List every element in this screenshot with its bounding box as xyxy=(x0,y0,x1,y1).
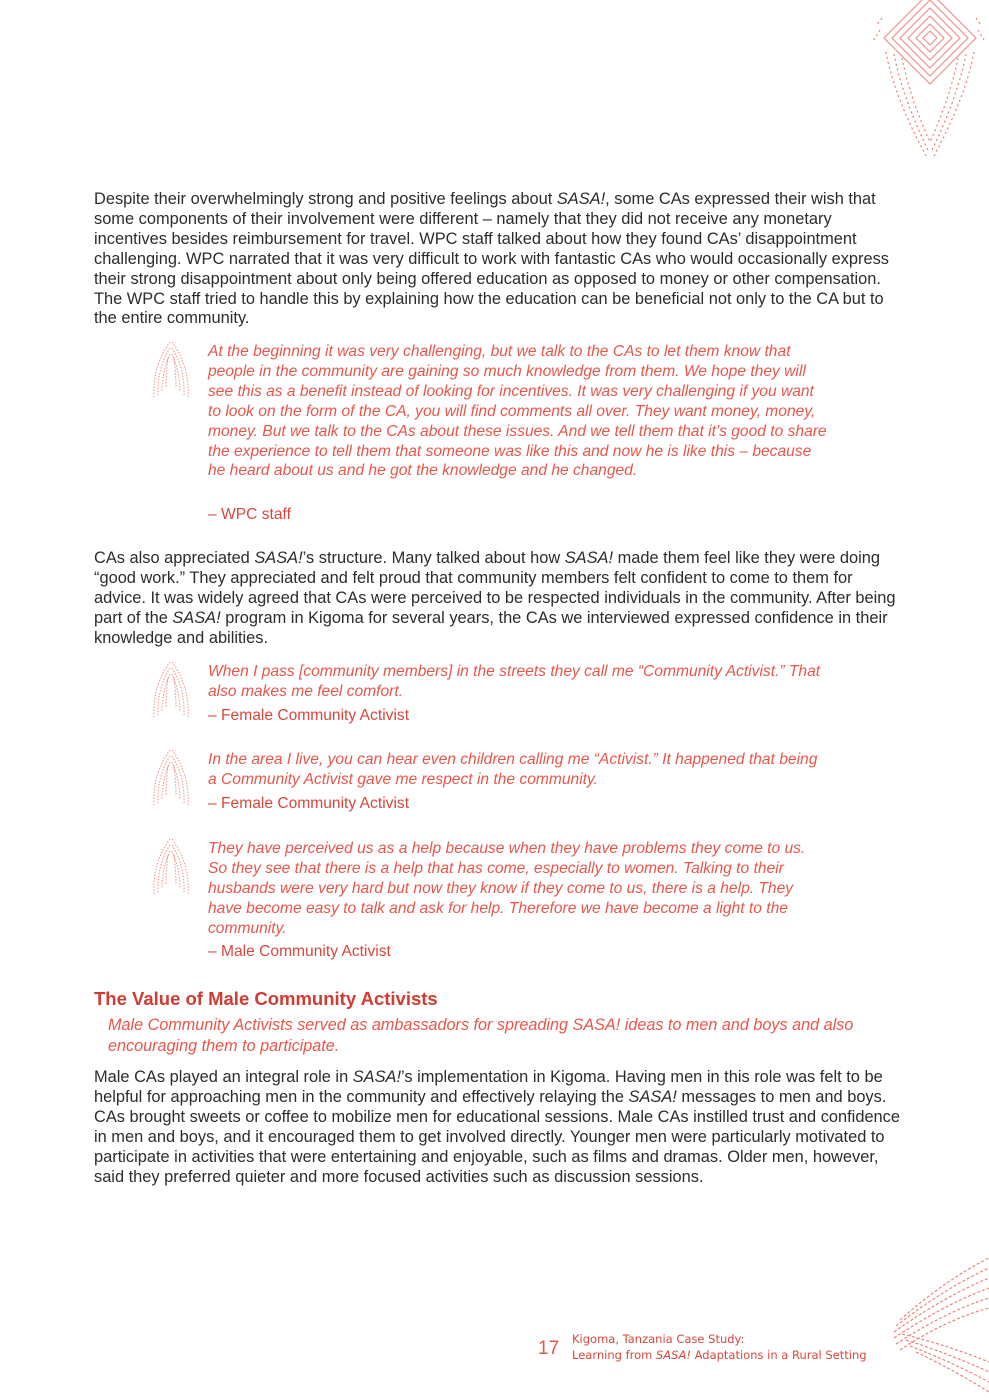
text-run: , some CAs expressed their wish that some components of their involvement were different – namely that they did not receive any monetary incentives besides reimbursement for travel. WPC staff talked about how they found CAs’ disappointment challenging. WPC narrated that it was very difficult to work with fantastic CAs who would occasionally express their strong disappointment about only being offered education as opposed to money or other compensation. The WPC staff tried to handle this by explaining how the education can be beneficial not only to the CA but to the entire community. xyxy=(94,190,889,328)
text-run: Male Community Activists served as ambassadors for spreading xyxy=(108,1016,573,1034)
quote-block xyxy=(148,837,828,967)
section-heading: The Value of Male Community Activists xyxy=(94,988,438,1009)
text-run: made them feel like they were doing “good work.” They appreciated and felt proud that community members felt confident to come to them for advice. It was widely agreed that CAs were perceived to be respected individuals in the community. After being part of the xyxy=(94,549,896,627)
text-run: SASA! xyxy=(352,1068,402,1086)
footer-title-line2 xyxy=(572,1347,867,1363)
text-run: program in Kigoma for several years, the CAs we interviewed expressed confidence in their knowledge and abilities. xyxy=(94,608,888,647)
quote-leaf-icon xyxy=(148,748,194,808)
quote-block xyxy=(148,660,828,730)
text-run: Learning from xyxy=(572,1348,656,1362)
text-run: ’s structure. Many talked about how xyxy=(302,549,565,567)
tribal-diamond-ornament xyxy=(872,0,989,160)
wave-pattern-ornament xyxy=(890,1250,989,1400)
quote-attribution: – Male Community Activist xyxy=(208,943,391,960)
footer-title-line1: Kigoma, Tanzania Case Study: xyxy=(572,1332,745,1346)
quote-attribution: – Female Community Activist xyxy=(208,795,410,812)
quote-block xyxy=(148,748,828,818)
quote-text: They have perceived us as a help because when they have problems they come to us. So they see that there is a help that has come, especially to women. Talking to their husbands were very hard but now they know if they come to us, there is a help. They have become easy to talk and ask for help. Therefore we have become a light to the community. xyxy=(208,840,806,937)
intro-paragraph xyxy=(94,190,900,329)
quote-block xyxy=(148,340,828,530)
text-run: SASA! xyxy=(656,1348,691,1362)
quote-leaf-icon xyxy=(148,660,194,720)
text-run: SASA! xyxy=(572,1016,621,1034)
section-subheading xyxy=(108,1015,898,1056)
text-run: SASA! xyxy=(564,549,614,567)
structure-paragraph xyxy=(94,549,900,649)
male-ca-paragraph xyxy=(94,1068,900,1187)
page-number: 17 xyxy=(538,1338,560,1359)
text-run: SASA! xyxy=(628,1087,677,1106)
text-run: ideas to men and boys and also encouraging them to participate. xyxy=(108,1016,854,1055)
text-run: messages to men and boys. CAs brought sweets or coffee to mobilize men for educational sessions. Male CAs instilled trust and confidence in men and boys, and it encouraged them to get involved directly. Younger men were particularly motivated to participate in activities that were entertaining and enjoyable, such as films and dramas. Older men, however, said they preferred quieter and more focused activities such as discussion sessions. xyxy=(94,1087,900,1186)
text-run: SASA! xyxy=(254,549,303,567)
quote-text: When I pass [community members] in the streets they call me “Community Activist.” That also makes me feel comfort. xyxy=(208,663,821,700)
text-run: Despite their overwhelmingly strong and positive feelings about xyxy=(94,190,557,208)
text-run: Adaptations in a Rural Setting xyxy=(690,1348,867,1362)
text-run: CAs also appreciated xyxy=(94,549,255,567)
quote-text: In the area I live, you can hear even children calling me “Activist.” It happened that being a Community Activist gave me respect in the community. xyxy=(208,751,818,788)
text-run: SASA! xyxy=(172,608,221,627)
text-run: Male CAs played an integral role in xyxy=(94,1068,353,1086)
text-run: SASA! xyxy=(556,190,606,208)
quote-leaf-icon xyxy=(148,837,194,897)
quote-text: At the beginning it was very challenging, but we talk to the CAs to let them know that people in the community are gaining so much knowledge from them. We hope they will see this as a benefit instead of looking for incentives. It was very challenging if you want to look on the form of the CA, you will find comments all over. They want money, money, money. But we talk to the CAs about these issues. And we tell them that it’s good to share the experience to tell them that someone was like this and now he is like this – because he heard about us and he got the knowledge and he changed. xyxy=(208,343,827,480)
quote-leaf-icon xyxy=(148,340,194,400)
quote-attribution: – Female Community Activist xyxy=(208,707,410,724)
footer-title xyxy=(572,1331,867,1363)
quote-attribution: – WPC staff xyxy=(208,506,291,523)
text-run: ’s implementation in Kigoma. Having men in this role was felt to be helpful for approaching men in the community and effectively relaying the xyxy=(94,1068,883,1106)
